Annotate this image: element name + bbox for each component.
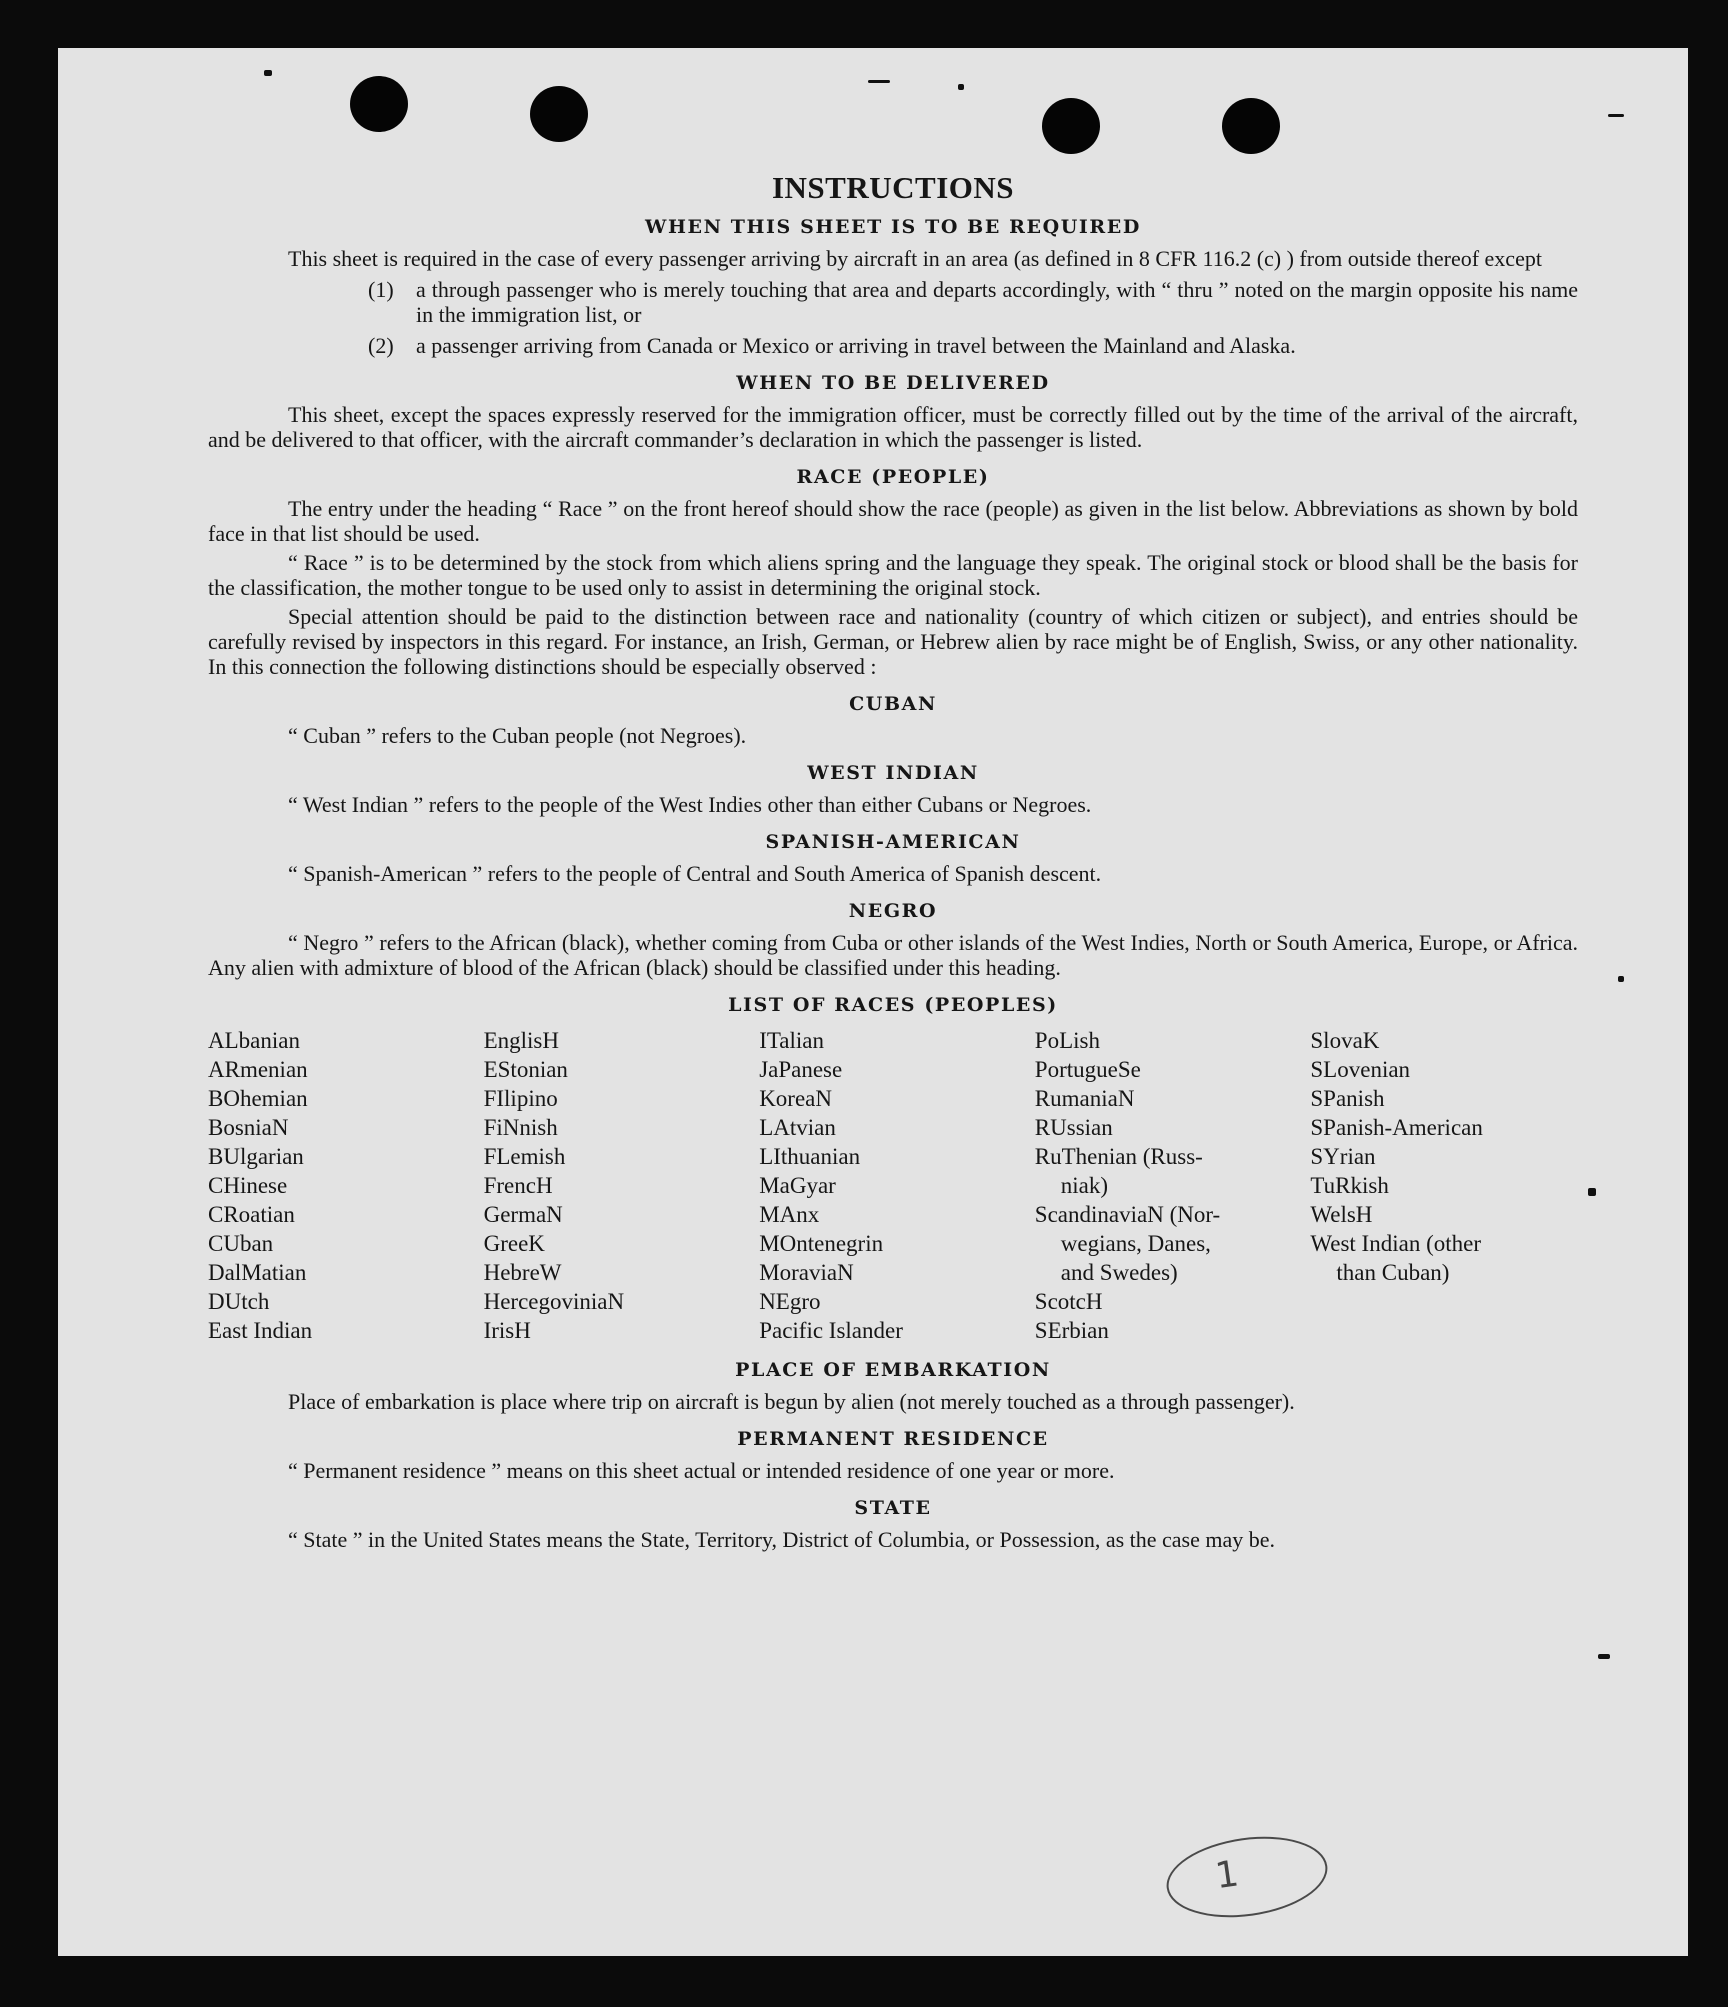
paragraph: This sheet, except the spaces expressly reserved for the immigration officer, must be correctly filled out by the time of the arrival of the aircraft, and be delivered to that officer, with the aircraft commander’s declaration in which the passenger is listed. — [208, 402, 1578, 452]
races-column — [759, 1026, 1027, 1345]
race-entry: TuRkish — [1310, 1173, 1389, 1198]
item-text: a passenger arriving from Canada or Mexico or arriving in travel between the Mainland and Alaska. — [416, 333, 1296, 358]
race-entry: RuThenian (Russ- — [1034, 1144, 1203, 1169]
race-entry: BUlgarian — [208, 1144, 304, 1169]
item-text: a through passenger who is merely touching that area and departs accordingly, with “ thru ” noted on the margin opposite his name in the immigration list, or — [416, 277, 1578, 327]
speck — [868, 80, 890, 83]
section-heading: NEGRO — [848, 900, 938, 922]
race-entry: FIlipino — [483, 1086, 558, 1111]
race-entry: RumaniaN — [1034, 1086, 1135, 1111]
section-heading: WHEN THIS SHEET IS TO BE REQUIRED — [645, 216, 1141, 238]
speck — [1618, 976, 1624, 982]
paragraph: “ State ” in the United States means the State, Territory, District of Columbia, or Possession, as the case may be. — [288, 1527, 1276, 1552]
race-entry: FrencH — [483, 1173, 553, 1198]
instructions-body — [208, 170, 1578, 1556]
paragraph: Special attention should be paid to the distinction between race and nationality (country of which citizen or subject), and entries should be carefully revised by inspectors in this regard. For instance, an Irish, German, or Hebrew alien by race might be of English, Swiss, or any other nationality. In this connection the following distinctions should be especially observed : — [208, 604, 1578, 679]
race-entry: ScandinaviaN (Nor- — [1034, 1202, 1221, 1227]
item-number: (1) — [368, 277, 394, 302]
race-entry: BOhemian — [208, 1086, 308, 1111]
race-entry: ARmenian — [208, 1057, 308, 1082]
race-entry: PortugueSe — [1034, 1057, 1141, 1082]
paragraph: The entry under the heading “ Race ” on the front hereof should show the race (people) as given in the list below. Abbreviations as shown by bold face in that list should be used. — [208, 496, 1578, 546]
races-column — [1310, 1026, 1578, 1345]
race-entry: SYrian — [1310, 1144, 1376, 1169]
section-heading: SPANISH-AMERICAN — [765, 831, 1021, 853]
section-heading: WEST INDIAN — [807, 762, 979, 784]
race-entry: ALbanian — [208, 1028, 300, 1053]
page-title: INSTRUCTIONS — [771, 170, 1014, 205]
race-entry: ITalian — [759, 1028, 824, 1053]
race-entry: SPanish — [1310, 1086, 1385, 1111]
race-entry: MoraviaN — [759, 1260, 854, 1285]
race-entry: Pacific Islander — [759, 1318, 903, 1343]
paragraph: “ Negro ” refers to the African (black), whether coming from Cuba or other islands of the West Indies, North or South America, Europe, or Africa. Any alien with admixture of blood of the African (black) should be classified under this heading. — [208, 930, 1578, 980]
race-entry: NEgro — [759, 1289, 821, 1314]
item-number: (2) — [368, 333, 394, 358]
race-entry: DUtch — [208, 1289, 270, 1314]
race-entry: GreeK — [483, 1231, 545, 1256]
race-entry: East Indian — [208, 1318, 313, 1343]
race-entry: EStonian — [483, 1057, 568, 1082]
race-entry: MAnx — [759, 1202, 820, 1227]
race-entry: LAtvian — [759, 1115, 836, 1140]
paragraph: “ Spanish-American ” refers to the people of Central and South America of Spanish descent. — [288, 861, 1102, 886]
speck — [958, 84, 964, 90]
punch-hole-1 — [350, 76, 408, 132]
section-heading: PERMANENT RESIDENCE — [737, 1428, 1049, 1450]
paragraph: “ Race ” is to be determined by the stock from which aliens spring and the language they speak. The original stock or blood shall be the basis for the classification, the mother tongue to be used only to assist in determining the original stock. — [208, 550, 1578, 600]
race-entry: ScotcH — [1034, 1289, 1103, 1314]
race-entry: SErbian — [1034, 1318, 1109, 1343]
section-heading: STATE — [854, 1497, 932, 1519]
paragraph: “ Permanent residence ” means on this sheet actual or intended residence of one year or more. — [288, 1458, 1115, 1483]
race-entry: JaPanese — [759, 1057, 843, 1082]
speck — [264, 70, 272, 76]
race-entry: DalMatian — [208, 1260, 307, 1285]
race-entry: IrisH — [483, 1318, 531, 1343]
race-entry: SPanish-American — [1310, 1115, 1483, 1140]
race-entry: wegians, Danes, — [1060, 1231, 1211, 1256]
exception-item — [368, 277, 1578, 327]
race-entry: SlovaK — [1310, 1028, 1380, 1053]
race-entry: MOntenegrin — [759, 1231, 884, 1256]
section-heading: PLACE OF EMBARKATION — [735, 1359, 1051, 1381]
race-entry: than Cuban) — [1336, 1260, 1450, 1285]
punch-hole-4 — [1222, 98, 1280, 154]
race-entry: CUban — [208, 1231, 274, 1256]
races-list — [208, 1026, 1578, 1345]
section-heading: RACE (PEOPLE) — [796, 466, 990, 488]
race-entry: RUssian — [1034, 1115, 1113, 1140]
race-entry: CHinese — [208, 1173, 288, 1198]
race-entry: KoreaN — [759, 1086, 832, 1111]
exception-item — [368, 333, 1578, 358]
paragraph: This sheet is required in the case of every passenger arriving by aircraft in an area (as defined in 8 CFR 116.2 (c) ) from outside thereof except — [288, 246, 1542, 271]
speck — [1598, 1654, 1610, 1659]
race-entry: WelsH — [1310, 1202, 1373, 1227]
speck — [1608, 114, 1624, 117]
race-entry: CRoatian — [208, 1202, 295, 1227]
paragraph: “ West Indian ” refers to the people of the West Indies other than either Cubans or Negroes. — [288, 792, 1092, 817]
race-entry: GermaN — [483, 1202, 563, 1227]
punch-hole-3 — [1042, 98, 1100, 154]
races-column — [484, 1026, 752, 1345]
section-heading: WHEN TO BE DELIVERED — [736, 372, 1050, 394]
race-entry: HebreW — [483, 1260, 562, 1285]
speck — [1588, 1188, 1596, 1196]
stamp-number: 1 — [1212, 1853, 1242, 1898]
races-column — [208, 1026, 476, 1345]
race-entry: MaGyar — [759, 1173, 836, 1198]
punch-hole-2 — [530, 86, 588, 142]
race-entry: SLovenian — [1310, 1057, 1411, 1082]
races-column — [1035, 1026, 1303, 1345]
race-entry: and Swedes) — [1060, 1260, 1178, 1285]
race-entry: FLemish — [483, 1144, 566, 1169]
race-entry: PoLish — [1034, 1028, 1100, 1053]
race-entry: niak) — [1060, 1173, 1109, 1198]
race-entry: FiNnish — [483, 1115, 558, 1140]
race-entry: LIthuanian — [759, 1144, 861, 1169]
race-entry: EnglisH — [483, 1028, 559, 1053]
race-entry: BosniaN — [208, 1115, 289, 1140]
races-heading: LIST OF RACES (PEOPLES) — [728, 994, 1058, 1016]
section-heading: CUBAN — [849, 693, 937, 715]
paragraph: “ Cuban ” refers to the Cuban people (not Negroes). — [288, 723, 747, 748]
document-sheet — [58, 48, 1688, 1956]
race-entry: West Indian (other — [1310, 1231, 1481, 1256]
paragraph: Place of embarkation is place where trip on aircraft is begun by alien (not merely touched as a through passenger). — [288, 1389, 1295, 1414]
race-entry: HercegoviniaN — [483, 1289, 625, 1314]
page-number-stamp — [1161, 1827, 1332, 1927]
